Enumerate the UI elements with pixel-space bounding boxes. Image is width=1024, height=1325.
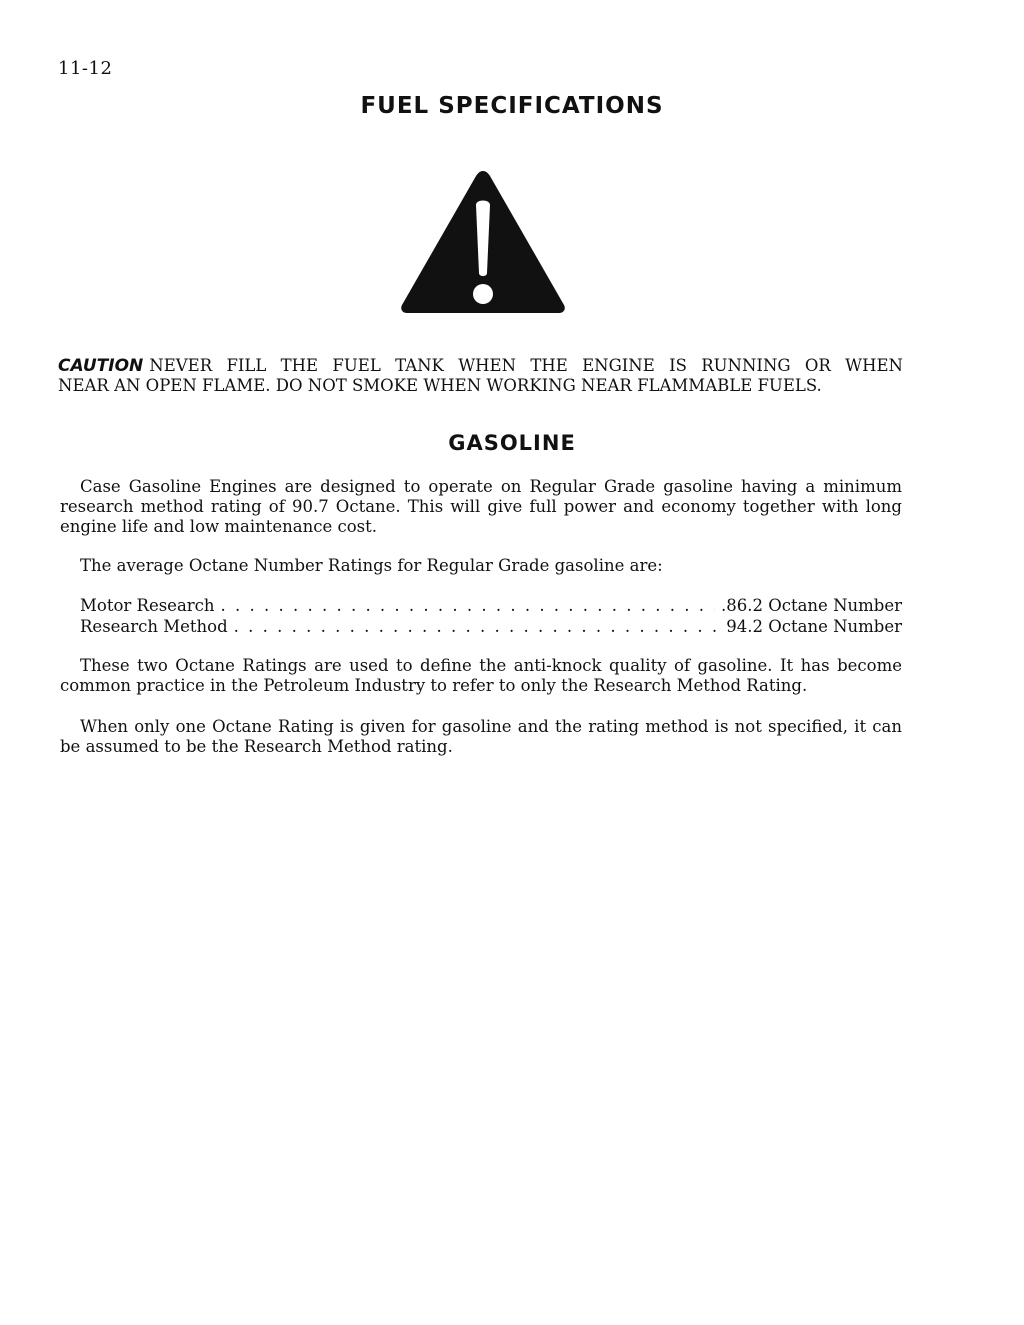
dot-leader [234, 616, 721, 637]
paragraph-octane-intro [60, 556, 902, 576]
caution-line-1: NEVER FILL THE FUEL TANK WHEN THE ENGINE IS RUNNING OR WHEN [149, 356, 903, 375]
page-title: FUEL SPECIFICATIONS [360, 93, 664, 119]
caution-line-2: NEAR AN OPEN FLAME. DO NOT SMOKE WHEN WORKING NEAR FLAMMABLE FUELS. [58, 376, 822, 395]
paragraph-rating-method-text: When only one Octane Rating is given for gasoline and the rating method is not specified, it can be assumed to be the Research Method rating. [60, 717, 902, 756]
caution-notice [58, 356, 903, 396]
paragraph-rating-method [60, 717, 902, 757]
paragraph-antiknock-text: These two Octane Ratings are used to define the anti-knock quality of gasoline. It has become common practice in the Petroleum Industry to refer to only the Research Method Rating. [60, 656, 902, 695]
rating-row-research-method [80, 616, 902, 637]
exclamation-triangle-icon [398, 165, 568, 317]
paragraph-engine-design [60, 477, 902, 537]
dot-leader [221, 595, 715, 616]
rating-label: Research Method [80, 617, 228, 636]
rating-value: .86.2 Octane Number [720, 596, 902, 615]
paragraph-engine-design-text: Case Gasoline Engines are designed to operate on Regular Grade gasoline having a minimum research method rating of 90.7 Octane. This will give full power and economy together with long engine life and low maintenance cost. [60, 477, 902, 536]
rating-row-motor-research [80, 595, 902, 616]
octane-ratings-list [80, 595, 902, 637]
rating-value: 94.2 Octane Number [726, 617, 902, 636]
section-heading-gasoline: GASOLINE [448, 431, 576, 455]
rating-label: Motor Research [80, 596, 215, 615]
page-number: 11-12 [58, 58, 113, 79]
caution-label: CAUTION [58, 356, 144, 376]
paragraph-antiknock [60, 656, 902, 696]
paragraph-octane-intro-text: The average Octane Number Ratings for Regular Grade gasoline are: [80, 556, 663, 575]
